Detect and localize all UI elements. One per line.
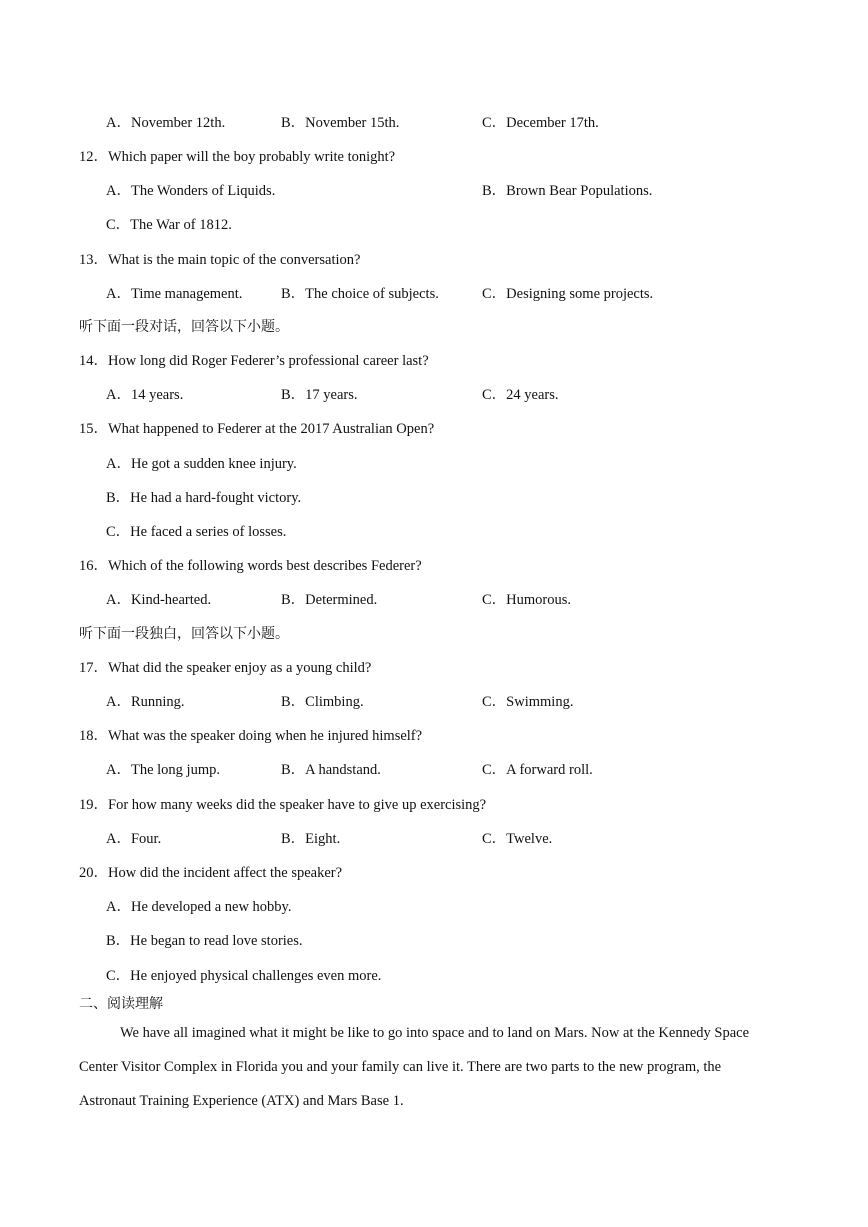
q19-option-a: A．Four. (106, 831, 162, 847)
q13-stem: 13．What is the main topic of the conversation? (79, 252, 361, 268)
q13-option-a: A．Time management. (106, 286, 243, 302)
passage-line-1: We have all imagined what it might be like to go into space and to land on Mars. Now at the Kennedy Space (120, 1025, 750, 1041)
q14-stem: 14．How long did Roger Federer’s professional career last? (79, 353, 429, 369)
q18-option-b: B．A handstand. (281, 762, 381, 778)
q15-option-b: B．He had a hard-fought victory. (106, 490, 302, 506)
q13-option-b: B．The choice of subjects. (281, 286, 439, 302)
q18-option-c: C．A forward roll. (482, 762, 593, 778)
q12-option-a: A．The Wonders of Liquids. (106, 183, 276, 199)
q19-option-b: B．Eight. (281, 831, 341, 847)
q11-option-a: A．November 12th. (106, 115, 226, 131)
q17-option-c: C．Swimming. (482, 694, 574, 710)
dialogue-instruction: 听下面一段对话，回答以下小题。 (79, 319, 289, 335)
q14-option-a: A．14 years. (106, 387, 184, 403)
q15-option-c: C．He faced a series of losses. (106, 524, 287, 540)
q16-option-b: B．Determined. (281, 592, 378, 608)
passage-line-2: Center Visitor Complex in Florida you and your family can live it. There are two parts to the new program, the (79, 1059, 722, 1075)
section-title-reading: 二、阅读理解 (79, 996, 163, 1012)
q12-option-b: B．Brown Bear Populations. (482, 183, 653, 199)
q18-option-a: A．The long jump. (106, 762, 220, 778)
q17-option-a: A．Running. (106, 694, 185, 710)
passage-line-3: Astronaut Training Experience (ATX) and Mars Base 1. (79, 1093, 404, 1109)
q20-option-a: A．He developed a new hobby. (106, 899, 292, 915)
q14-option-c: C．24 years. (482, 387, 559, 403)
q12-option-c: C．The War of 1812. (106, 217, 232, 233)
q18-stem: 18．What was the speaker doing when he injured himself? (79, 728, 423, 744)
q19-stem: 19．For how many weeks did the speaker have to give up exercising? (79, 797, 487, 813)
q14-option-b: B．17 years. (281, 387, 358, 403)
q11-option-b: B．November 15th. (281, 115, 400, 131)
q16-stem: 16．Which of the following words best describes Federer? (79, 558, 422, 574)
q11-option-c: C．December 17th. (482, 115, 599, 131)
q12-stem: 12．Which paper will the boy probably write tonight? (79, 149, 396, 165)
q16-option-a: A．Kind-hearted. (106, 592, 212, 608)
q20-option-b: B．He began to read love stories. (106, 933, 303, 949)
q20-stem: 20．How did the incident affect the speaker? (79, 865, 343, 881)
q15-option-a: A．He got a sudden knee injury. (106, 456, 297, 472)
q19-option-c: C．Twelve. (482, 831, 553, 847)
q15-stem: 15．What happened to Federer at the 2017 Australian Open? (79, 421, 435, 437)
monologue-instruction: 听下面一段独白，回答以下小题。 (79, 626, 289, 642)
q16-option-c: C．Humorous. (482, 592, 572, 608)
q13-option-c: C．Designing some projects. (482, 286, 654, 302)
q17-option-b: B．Climbing. (281, 694, 364, 710)
q17-stem: 17．What did the speaker enjoy as a young child? (79, 660, 372, 676)
q20-option-c: C．He enjoyed physical challenges even more. (106, 968, 382, 984)
